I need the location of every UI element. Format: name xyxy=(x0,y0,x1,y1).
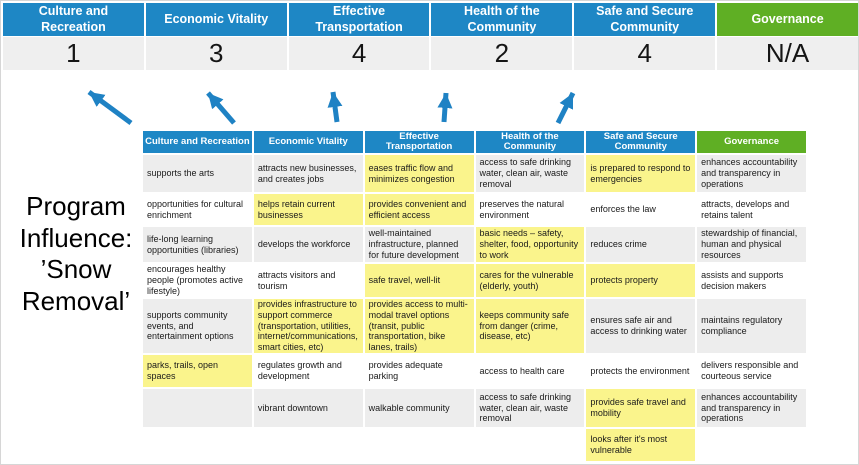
matrix-cell: walkable community xyxy=(365,389,474,427)
matrix-header-cell: Safe and Secure Community xyxy=(586,131,695,153)
matrix-cell: life-long learning opportunities (libraries) xyxy=(143,227,252,262)
matrix-cell: provides infrastructure to support commerce (transportation, utilities, internet/communications, smart cities, etc) xyxy=(254,299,363,353)
influence-matrix xyxy=(143,131,806,461)
matrix-cell xyxy=(697,429,806,461)
summary-category-cell: Safe and Secure Community xyxy=(574,3,715,36)
matrix-cell: delivers responsible and courteous service xyxy=(697,355,806,387)
summary-score-cell: 1 xyxy=(3,37,144,70)
up-arrow-icon xyxy=(444,93,446,122)
summary-category-cell: Culture and Recreation xyxy=(3,3,144,36)
summary-category-cell: Governance xyxy=(717,3,858,36)
matrix-cell xyxy=(476,429,585,461)
matrix-cell: reduces crime xyxy=(586,227,695,262)
matrix-cell: vibrant downtown xyxy=(254,389,363,427)
matrix-cell: access to safe drinking water, clean air, waste removal xyxy=(476,389,585,427)
matrix-header-cell: Governance xyxy=(697,131,806,153)
matrix-cell xyxy=(254,429,363,461)
matrix-header-cell: Economic Vitality xyxy=(254,131,363,153)
summary-category-cell: Health of the Community xyxy=(431,3,572,36)
up-arrow-icon xyxy=(333,92,337,122)
matrix-cell: provides access to multi-modal travel options (transit, public transportation, bike lanes, trails) xyxy=(365,299,474,353)
matrix-cell: safe travel, well-lit xyxy=(365,264,474,297)
program-influence-title: Program Influence: ’Snow Removal’ xyxy=(19,191,133,317)
summary-score-cell: 2 xyxy=(431,37,572,70)
matrix-cell: assists and supports decision makers xyxy=(697,264,806,297)
summary-score-cell: N/A xyxy=(717,37,858,70)
matrix-cell: keeps community safe from danger (crime, disease, etc) xyxy=(476,299,585,353)
matrix-cell: eases traffic flow and minimizes congestion xyxy=(365,155,474,192)
matrix-cell: helps retain current businesses xyxy=(254,194,363,225)
matrix-cell: opportunities for cultural enrichment xyxy=(143,194,252,225)
matrix-cell: provides adequate parking xyxy=(365,355,474,387)
matrix-cell: preserves the natural environment xyxy=(476,194,585,225)
summary-score-cell: 3 xyxy=(146,37,287,70)
matrix-cell: protects the environment xyxy=(586,355,695,387)
summary-category-cell: Economic Vitality xyxy=(146,3,287,36)
matrix-cell xyxy=(143,389,252,427)
matrix-cell: is prepared to respond to emergencies xyxy=(586,155,695,192)
up-arrow-icon xyxy=(89,92,131,123)
arrows-layer xyxy=(1,79,641,131)
matrix-cell: provides safe travel and mobility xyxy=(586,389,695,427)
matrix-cell: stewardship of financial, human and physical resources xyxy=(697,227,806,262)
matrix-cell: supports community events, and entertainment options xyxy=(143,299,252,353)
matrix-header-cell: Culture and Recreation xyxy=(143,131,252,153)
matrix-cell: enforces the law xyxy=(586,194,695,225)
matrix-cell: basic needs – safety, shelter, food, opportunity to work xyxy=(476,227,585,262)
matrix-cell: maintains regulatory compliance xyxy=(697,299,806,353)
up-arrow-icon xyxy=(558,93,573,123)
matrix-header-cell: Health of the Community xyxy=(476,131,585,153)
matrix-cell: enhances accountability and transparency in operations xyxy=(697,155,806,192)
summary-score-row xyxy=(3,37,858,70)
summary-score-cell: 4 xyxy=(574,37,715,70)
matrix-cell: regulates growth and development xyxy=(254,355,363,387)
matrix-cell: encourages healthy people (promotes active lifestyle) xyxy=(143,264,252,297)
matrix-cell: provides convenient and efficient access xyxy=(365,194,474,225)
matrix-header-cell: Effective Transportation xyxy=(365,131,474,153)
summary-category-cell: Effective Transportation xyxy=(289,3,430,36)
summary-score-cell: 4 xyxy=(289,37,430,70)
matrix-cell: looks after it's most vulnerable xyxy=(586,429,695,461)
summary-header-row xyxy=(3,3,858,35)
matrix-cell: cares for the vulnerable (elderly, youth) xyxy=(476,264,585,297)
matrix-cell: access to health care xyxy=(476,355,585,387)
up-arrow-icon xyxy=(208,93,234,123)
matrix-cell: attracts visitors and tourism xyxy=(254,264,363,297)
matrix-cell: parks, trails, open spaces xyxy=(143,355,252,387)
matrix-cell: attracts, develops and retains talent xyxy=(697,194,806,225)
matrix-cell: enhances accountability and transparency in operations xyxy=(697,389,806,427)
matrix-cell: protects property xyxy=(586,264,695,297)
matrix-cell: develops the workforce xyxy=(254,227,363,262)
matrix-cell: attracts new businesses, and creates jobs xyxy=(254,155,363,192)
matrix-cell xyxy=(143,429,252,461)
matrix-cell: access to safe drinking water, clean air, waste removal xyxy=(476,155,585,192)
matrix-cell xyxy=(365,429,474,461)
matrix-cell: supports the arts xyxy=(143,155,252,192)
matrix-cell: ensures safe air and access to drinking water xyxy=(586,299,695,353)
matrix-cell: well-maintained infrastructure, planned for future development xyxy=(365,227,474,262)
